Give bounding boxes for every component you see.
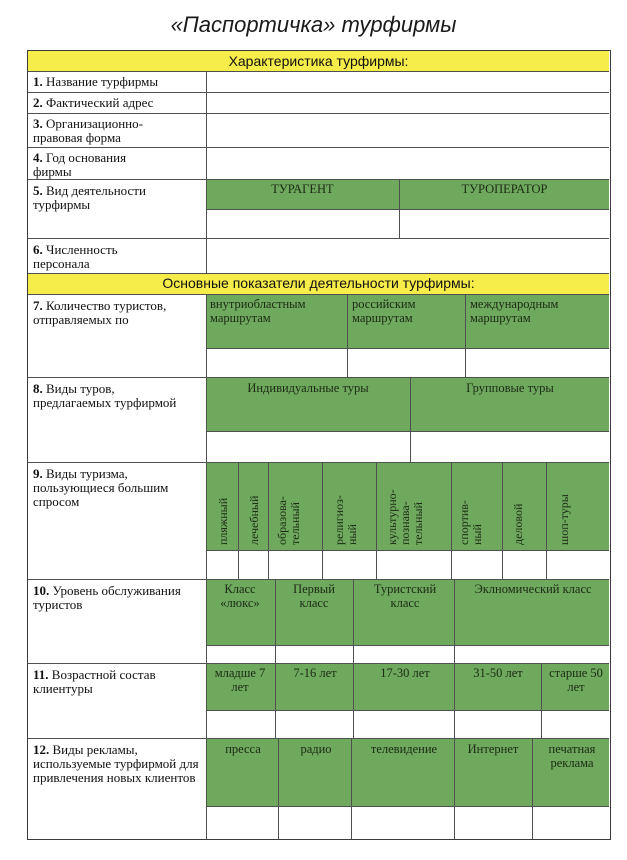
row3-num: 3. (33, 116, 43, 131)
row11-num: 11. (33, 667, 49, 682)
row12-col-print: печатная реклама (548, 742, 596, 770)
row9-num: 9. (33, 466, 43, 481)
document-title: «Паспортичка» турфирмы (170, 12, 457, 37)
row9-col-religious: религиоз- ный (332, 495, 359, 545)
row11-label (33, 668, 183, 696)
row4-num: 4. (33, 150, 43, 165)
row12-label (33, 743, 203, 785)
row9-col-medical: лечебный (247, 495, 261, 545)
cell-divider (268, 462, 269, 579)
cell-divider (238, 462, 239, 579)
row-divider (28, 179, 609, 180)
row1-num: 1. (33, 74, 43, 89)
cell-divider (347, 294, 348, 377)
cell-divider (454, 738, 455, 839)
row5-col-turoperator: ТУРОПЕРАТОР (461, 182, 548, 196)
row-divider (28, 273, 609, 274)
row-divider (28, 147, 609, 148)
row2-text: Фактический адрес (46, 95, 154, 110)
row6-num: 6. (33, 242, 43, 257)
cell-divider (546, 462, 547, 579)
row10-label (33, 584, 183, 612)
section1-header: Характеристика турфирмы: (228, 53, 409, 69)
cell-divider (399, 179, 400, 238)
row1-label (33, 75, 203, 89)
row-divider (28, 113, 609, 114)
row-divider (28, 579, 609, 580)
cell-divider (454, 663, 455, 738)
row12-col-radio: радио (300, 742, 332, 756)
cell-divider (206, 710, 609, 711)
cell-divider (532, 738, 533, 839)
label-column-divider (206, 294, 207, 839)
row12-col-tv: телевидение (370, 742, 438, 756)
row9-col-educational: образова- тельный (275, 496, 302, 545)
cell-divider (465, 294, 466, 377)
cell-divider (275, 579, 276, 663)
cell-divider (206, 645, 609, 646)
row12-col-press: пресса (225, 742, 261, 756)
row4-label (33, 151, 163, 179)
row11-col-7-16: 7-16 лет (293, 666, 337, 680)
row9-col-sport: спортив- ный (457, 500, 484, 545)
row-divider (28, 294, 609, 295)
row12-num: 12. (33, 742, 50, 757)
passport-form-table (27, 50, 611, 840)
row12-col-internet: Интернет (467, 742, 519, 756)
row11-col-17-30: 17-30 лет (380, 666, 430, 680)
cell-divider (353, 579, 354, 663)
cell-divider (502, 462, 503, 579)
row11-col-31-50: 31-50 лет (473, 666, 523, 680)
row10-col-lux: Класс «люкс» (220, 582, 260, 610)
row3-text: Организационно-правовая форма (33, 116, 143, 145)
row5-text: Вид деятельности турфирмы (33, 183, 146, 212)
row2-num: 2. (33, 95, 43, 110)
row9-col-cultural: культурно- познава- тельный (385, 489, 425, 545)
row-divider (28, 663, 609, 664)
cell-divider (206, 348, 609, 349)
row10-text: Уровень обслуживания туристов (33, 583, 181, 612)
row-divider (28, 238, 609, 239)
label-column-divider (206, 71, 207, 273)
row7-col-domestic-regional: внутриобластным маршрутам (210, 297, 306, 325)
row-divider (28, 462, 609, 463)
cell-divider (206, 806, 609, 807)
row9-text: Виды туризма, пользующиеся большим спросом (33, 466, 169, 509)
row-divider (28, 377, 609, 378)
row9-col-business: деловой (511, 503, 525, 545)
row6-text: Численность персонала (33, 242, 118, 271)
row11-text: Возрастной состав клиентуры (33, 667, 156, 696)
cell-divider (541, 663, 542, 738)
row9-col-beach: пляжный (216, 497, 230, 545)
row2-label (33, 96, 203, 110)
row10-col-economy: Эклномический класс (474, 582, 592, 596)
cell-divider (275, 663, 276, 738)
row7-label (33, 299, 183, 327)
row12-text: Виды рекламы, используемые турфирмой для привлечения новых клиентов (33, 742, 199, 785)
cell-divider (376, 462, 377, 579)
row9-col-shopping: шоп-туры (557, 494, 571, 545)
row8-col-individual: Индивидуальные туры (247, 381, 369, 395)
row-divider (28, 92, 609, 93)
cell-divider (353, 663, 354, 738)
section2-header: Основные показатели деятельности турфирмы: (162, 275, 475, 291)
row8-num: 8. (33, 381, 43, 396)
row5-label (33, 184, 173, 212)
row3-label (33, 117, 163, 145)
row8-text: Виды туров, предлагаемых турфирмой (33, 381, 177, 410)
row10-num: 10. (33, 583, 50, 598)
row5-num: 5. (33, 183, 43, 198)
row10-col-tourist: Туристский класс (373, 582, 437, 610)
row10-col-first: Первый класс (293, 582, 335, 610)
row1-text: Название турфирмы (46, 74, 159, 89)
row8-col-group: Групповые туры (466, 381, 554, 395)
cell-divider (410, 377, 411, 462)
cell-divider (351, 738, 352, 839)
row7-col-international: международным маршрутам (470, 297, 559, 325)
row11-col-under7: младше 7 лет (214, 666, 266, 694)
cell-divider (206, 209, 609, 210)
cell-divider (206, 550, 609, 551)
row5-col-turagent: ТУРАГЕНТ (271, 182, 334, 196)
row11-col-over50: старше 50 лет (549, 666, 603, 694)
row9-label (33, 467, 183, 509)
row4-text: Год основания фирмы (33, 150, 127, 179)
row-divider (28, 738, 609, 739)
row6-label (33, 243, 163, 271)
cell-divider (451, 462, 452, 579)
row7-col-russian: российским маршрутам (352, 297, 416, 325)
cell-divider (206, 431, 609, 432)
cell-divider (322, 462, 323, 579)
cell-divider (278, 738, 279, 839)
row8-label (33, 382, 183, 410)
row7-num: 7. (33, 298, 43, 313)
cell-divider (454, 579, 455, 663)
row-divider (28, 71, 609, 72)
row7-text: Количество туристов, отправляемых по (33, 298, 167, 327)
